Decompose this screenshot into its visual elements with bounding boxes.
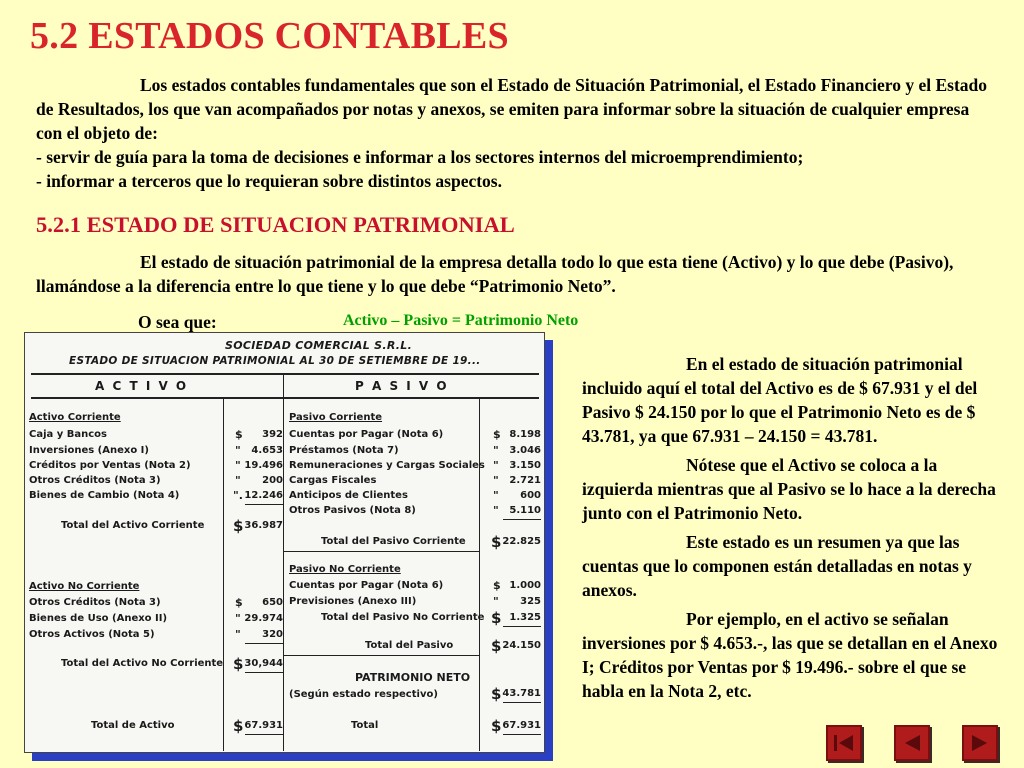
currency-mark: ". <box>233 489 243 502</box>
list-item: Remuneraciones y Cargas Sociales <box>289 460 485 471</box>
amount: 200 <box>262 475 283 486</box>
list-item: Créditos por Ventas (Nota 2) <box>29 460 191 471</box>
currency-mark: " <box>235 444 241 457</box>
amount: 325 <box>520 596 541 607</box>
total-pasivo-no-corriente-label: Total del Pasivo No Corriente <box>321 612 485 623</box>
activo-no-corriente-title: Activo No Corriente <box>29 581 140 592</box>
column-divider <box>283 373 284 751</box>
underline <box>245 504 283 505</box>
currency-mark: " <box>493 474 499 487</box>
underline <box>503 702 541 703</box>
total-activo-corriente-label: Total del Activo Corriente <box>61 520 205 531</box>
company-name: SOCIEDAD COMERCIAL S.R.L. <box>225 339 413 352</box>
first-slide-icon <box>828 727 860 759</box>
currency-mark: " <box>493 459 499 472</box>
underline <box>245 734 283 735</box>
amount: 392 <box>262 429 283 440</box>
underline <box>245 672 283 673</box>
osea-label: O sea que: <box>138 312 217 332</box>
total-activo-no-corriente-label: Total del Activo No Corriente <box>61 658 224 669</box>
amount: 650 <box>262 597 283 608</box>
explanation-paragraph: Nótese que el Activo se coloca a la izquierda mientras que al Pasivo se lo hace a la derecha junto con el Patrimonio Neto. <box>582 455 996 523</box>
amount: 3.150 <box>509 460 541 471</box>
section-subtitle: 5.2.1 ESTADO DE SITUACION PATRIMONIAL <box>36 212 515 237</box>
pasivo-corriente-title: Pasivo Corriente <box>289 412 383 423</box>
currency-mark: " <box>493 504 499 517</box>
amount: 1.000 <box>509 580 541 591</box>
intro-bullet-1: - servir de guía para la toma de decisiones e informar a los sectores internos del microemprendimiento; <box>36 147 804 167</box>
intro-text <box>36 73 996 193</box>
amount: 320 <box>262 629 283 640</box>
currency-mark: $ <box>491 685 502 703</box>
intro-paragraph: Los estados contables fundamentales que son el Estado de Situación Patrimonial, el Estado Financiero y el Estado de Resultados, los que van acompañados por notas y anexos, se emiten para informar sobre la situación de cualquier empresa con el objeto de: <box>36 75 988 143</box>
divider <box>283 551 479 552</box>
currency-mark: $ <box>233 517 244 535</box>
currency-mark: " <box>493 489 499 502</box>
list-item: Bienes de Cambio (Nota 4) <box>29 490 180 501</box>
total-pasivo-no-corriente: 1.325 <box>509 612 541 623</box>
currency-mark: $ <box>491 533 502 551</box>
explanation-paragraph: Este estado es un resumen ya que las cuentas que lo componen están detalladas en notas y anexos. <box>582 532 972 600</box>
next-slide-button[interactable] <box>962 725 998 761</box>
list-item: Previsiones (Anexo III) <box>289 596 417 607</box>
total-label: Total <box>351 720 379 731</box>
divider <box>31 397 539 399</box>
currency-mark: $ <box>493 579 501 592</box>
total-pasivo-label: Total del Pasivo <box>365 640 454 651</box>
underline <box>503 626 541 627</box>
explanation-paragraph: En el estado de situación patrimonial incluido aquí el total del Activo es de $ 67.931 y el del Pasivo $ 24.150 por lo que el Patrimonio Neto es de $ 43.781, ya que 67.931 – 24.150 = 43.781. <box>582 354 978 446</box>
list-item: Otros Pasivos (Nota 8) <box>289 505 416 516</box>
list-item: Cuentas por Pagar (Nota 6) <box>289 429 444 440</box>
currency-mark: " <box>235 628 241 641</box>
amount: 3.046 <box>509 445 541 456</box>
intro-bullet-2: - informar a terceros que lo requieran sobre distintos aspectos. <box>36 171 502 191</box>
amount: 5.110 <box>509 505 541 516</box>
total-activo-label: Total de Activo <box>91 720 175 731</box>
currency-mark: $ <box>233 655 244 673</box>
amount: 2.721 <box>509 475 541 486</box>
currency-mark: " <box>235 459 241 472</box>
total-pasivo: 24.150 <box>502 640 541 651</box>
amount: 19.496 <box>244 460 283 471</box>
total-pasivo-corriente-label: Total del Pasivo Corriente <box>321 536 466 547</box>
explanation-text <box>582 352 1010 708</box>
amount: 29.974 <box>244 613 283 624</box>
patrimonio-neto-title: PATRIMONIO NETO <box>355 671 471 684</box>
currency-mark: " <box>235 612 241 625</box>
currency-mark: " <box>493 595 499 608</box>
pasivo-heading: P A S I V O <box>355 379 449 393</box>
activo-corriente-title: Activo Corriente <box>29 412 121 423</box>
total-activo-corriente: 36.987 <box>244 520 283 531</box>
previous-slide-button[interactable] <box>894 725 930 761</box>
divider <box>31 373 539 375</box>
list-item: Inversiones (Anexo I) <box>29 445 149 456</box>
balance-sheet-image <box>24 332 545 753</box>
amount: 12.246 <box>244 490 283 501</box>
currency-mark: $ <box>235 596 243 609</box>
column-divider <box>479 397 480 751</box>
pasivo-no-corriente-title: Pasivo No Corriente <box>289 564 401 575</box>
amount: 600 <box>520 490 541 501</box>
amount: 4.653 <box>251 445 283 456</box>
total-pasivo-y-patrimonio: 67.931 <box>502 720 541 731</box>
currency-mark: " <box>493 444 499 457</box>
list-item: Otros Activos (Nota 5) <box>29 629 155 640</box>
underline <box>503 734 541 735</box>
page-title: 5.2 ESTADOS CONTABLES <box>30 15 509 57</box>
currency-mark: $ <box>491 637 502 655</box>
list-item: Caja y Bancos <box>29 429 107 440</box>
currency-mark: " <box>235 474 241 487</box>
first-slide-button[interactable] <box>826 725 862 761</box>
currency-mark: $ <box>233 717 244 735</box>
patrimonio-neto: 43.781 <box>502 688 541 699</box>
divider <box>283 655 479 656</box>
patrimonio-neto-label: (Según estado respectivo) <box>289 689 438 700</box>
explanation-paragraph: Por ejemplo, en el activo se señalan inversiones por $ 4.653.-, las que se detallan en el Anexo I; Créditos por Ventas por $ 19.496.- sobre el que se habla en la Nota 2, etc. <box>582 609 998 701</box>
amount: 8.198 <box>509 429 541 440</box>
list-item: Bienes de Uso (Anexo II) <box>29 613 168 624</box>
previous-slide-icon <box>896 727 928 759</box>
situation-paragraph: El estado de situación patrimonial de la empresa detalla todo lo que esta tiene (Activo) y lo que debe (Pasivo), llamándose a la diferencia entre lo que tiene y lo que debe “Patrimonio Neto”. <box>36 252 954 296</box>
currency-mark: $ <box>491 609 502 627</box>
currency-mark: $ <box>491 717 502 735</box>
list-item: Otros Créditos (Nota 3) <box>29 475 161 486</box>
currency-mark: $ <box>493 428 501 441</box>
column-divider <box>223 397 224 751</box>
equation-formula: Activo – Pasivo = Patrimonio Neto <box>343 312 579 329</box>
list-item: Préstamos (Nota 7) <box>289 445 399 456</box>
total-activo: 67.931 <box>244 720 283 731</box>
total-activo-no-corriente: 30,944 <box>244 658 283 669</box>
currency-mark: $ <box>235 428 243 441</box>
underline <box>503 519 541 520</box>
list-item: Cuentas por Pagar (Nota 6) <box>289 580 444 591</box>
list-item: Anticipos de Clientes <box>289 490 408 501</box>
list-item: Otros Créditos (Nota 3) <box>29 597 161 608</box>
list-item: Cargas Fiscales <box>289 475 377 486</box>
next-slide-icon <box>964 727 996 759</box>
activo-heading: A C T I V O <box>95 379 189 393</box>
sheet-heading: ESTADO DE SITUACION PATRIMONIAL AL 30 DE SETIEMBRE DE 19... <box>69 355 481 367</box>
underline <box>245 643 283 644</box>
total-pasivo-corriente: 22.825 <box>502 536 541 547</box>
